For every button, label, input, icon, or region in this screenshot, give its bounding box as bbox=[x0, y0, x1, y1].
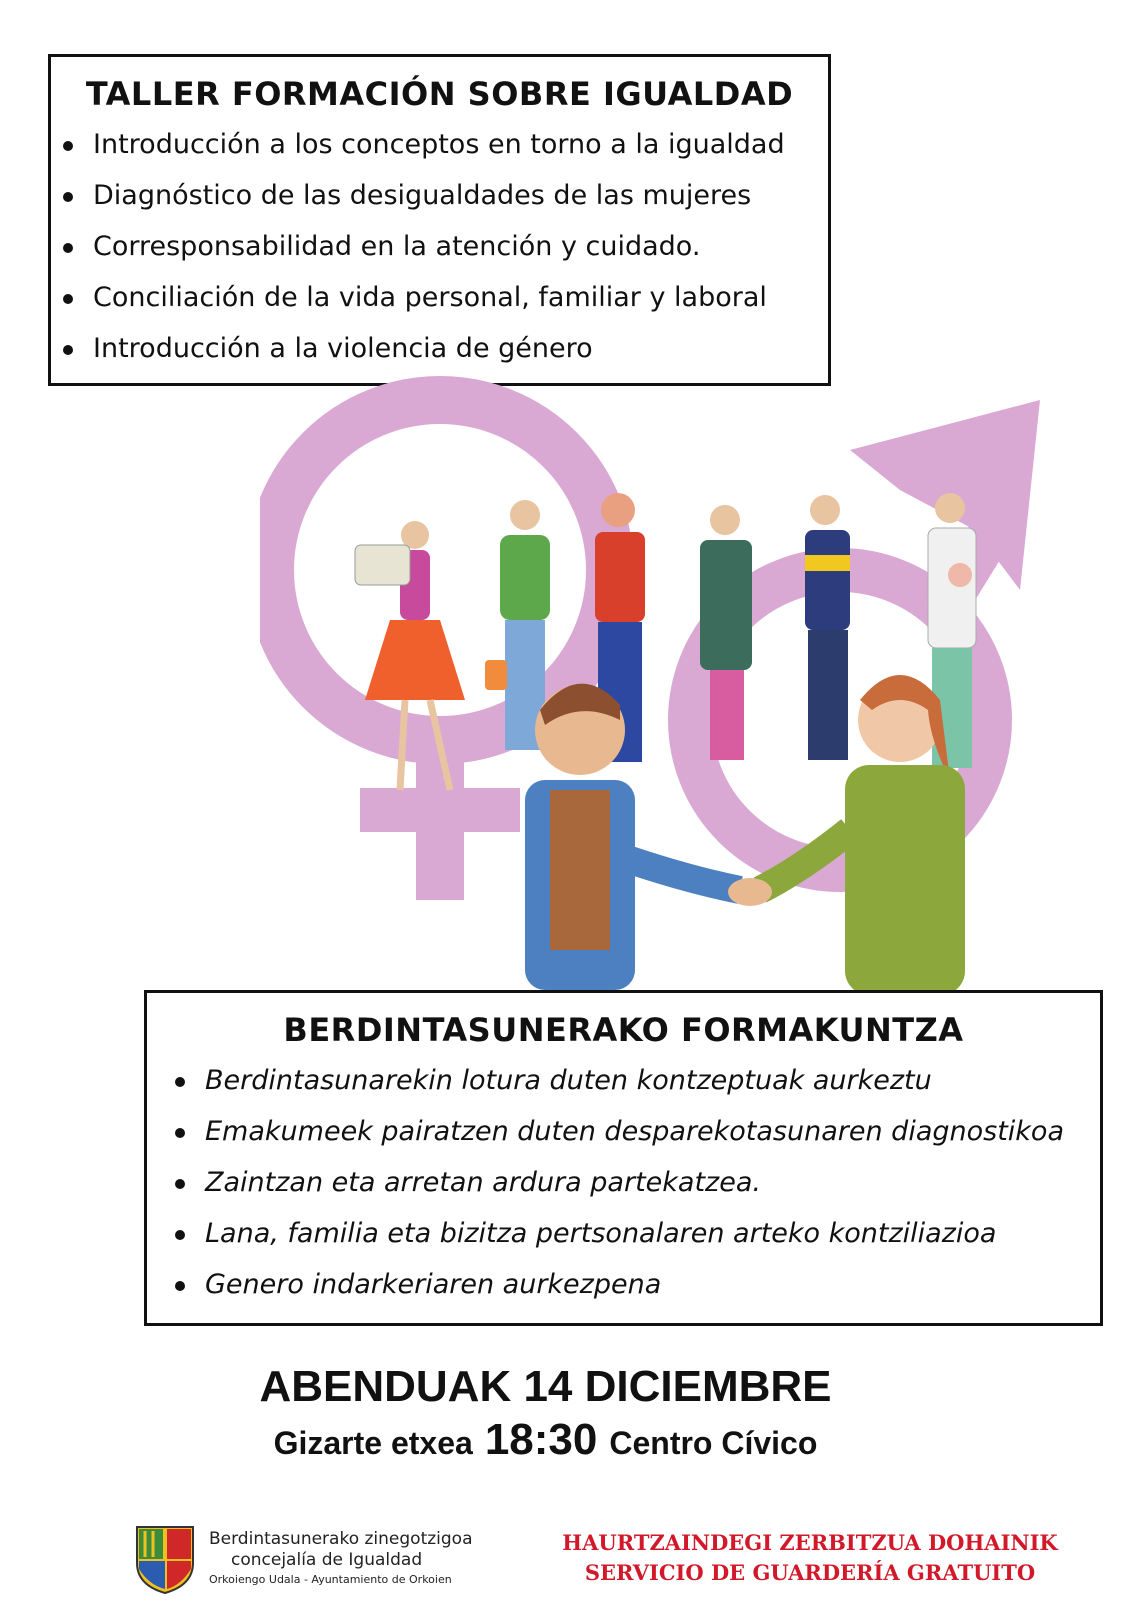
workshop-es-title: TALLER FORMACIÓN SOBRE IGUALDAD bbox=[85, 75, 794, 113]
list-item: Emakumeek pairatzen duten desparekotasunaren diagnostikoa bbox=[147, 1106, 1100, 1157]
list-item: Lana, familia eta bizitza pertsonalaren arteko kontziliazioa bbox=[147, 1208, 1100, 1259]
list-item: Introducción a los conceptos en torno a la igualdad bbox=[51, 119, 828, 170]
event-place-es: Centro Cívico bbox=[609, 1425, 818, 1461]
list-item: Conciliación de la vida personal, familiar y laboral bbox=[51, 272, 828, 323]
workshop-eu-box bbox=[144, 990, 1103, 1326]
event-time: 18:30 bbox=[484, 1415, 598, 1464]
organizer-block bbox=[135, 1525, 555, 1595]
workshop-es-box bbox=[48, 54, 831, 386]
illustration-people-gender-symbols bbox=[260, 360, 1090, 1000]
childcare-line-es: SERVICIO DE GUARDERÍA GRATUITO bbox=[584, 1560, 1036, 1585]
list-item: Genero indarkeriaren aurkezpena bbox=[147, 1259, 1100, 1310]
workshop-es-list bbox=[51, 119, 828, 374]
event-place-eu: Gizarte etxea bbox=[273, 1425, 473, 1461]
event-date: ABENDUAK 14 DICIEMBRE bbox=[259, 1362, 832, 1411]
organizer-line3: Orkoiengo Udala - Ayuntamiento de Orkoien bbox=[209, 1573, 452, 1586]
organizer-line1: Berdintasunerako zinegotzigoa bbox=[209, 1529, 473, 1549]
list-item: Berdintasunarekin lotura duten kontzeptuak aurkeztu bbox=[147, 1055, 1100, 1106]
list-item: Diagnóstico de las desigualdades de las mujeres bbox=[51, 170, 828, 221]
list-item: Introducción a la violencia de género bbox=[51, 323, 828, 374]
event-place-time bbox=[0, 1415, 1111, 1465]
organizer-line2: concejalía de Igualdad bbox=[231, 1550, 423, 1570]
list-item: Corresponsabilidad en la atención y cuidado. bbox=[51, 221, 828, 272]
list-item: Zaintzan eta arretan ardura partekatzea. bbox=[147, 1157, 1100, 1208]
childcare-line-eu: HAURTZAINDEGI ZERBITZUA DOHAINIK bbox=[562, 1530, 1058, 1555]
coat-of-arms-icon bbox=[135, 1525, 195, 1595]
workshop-eu-title: BERDINTASUNERAKO FORMAKUNTZA bbox=[283, 1011, 964, 1049]
childcare-notice bbox=[560, 1528, 1060, 1588]
workshop-eu-list bbox=[147, 1055, 1100, 1310]
